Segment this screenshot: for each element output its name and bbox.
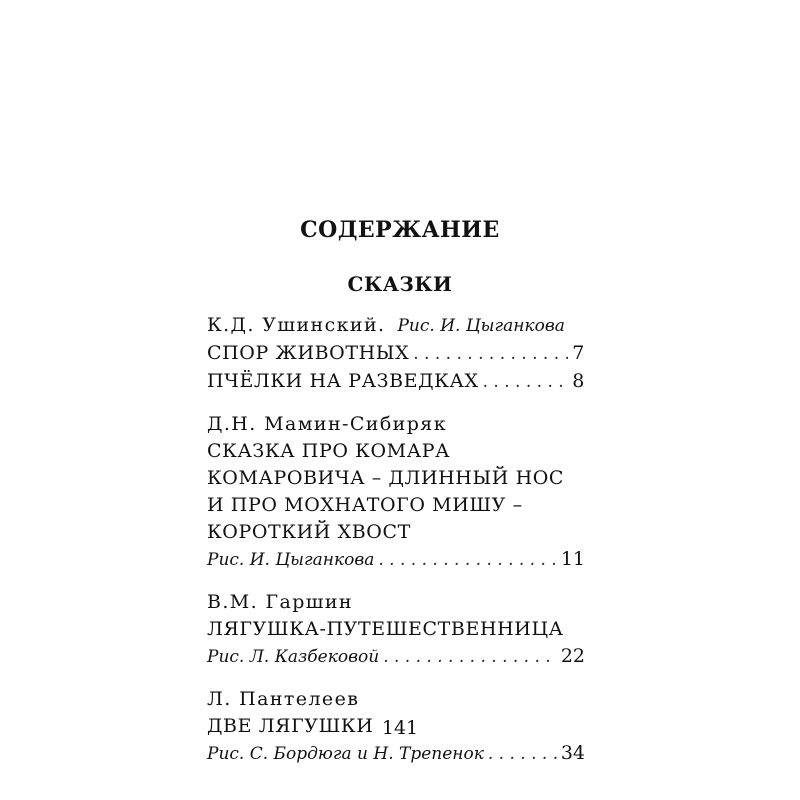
illustrator-row [207, 740, 585, 768]
toc-entry-garshin [207, 588, 585, 671]
author-line [207, 410, 585, 438]
author-name: Л. Пантелеев [207, 688, 360, 710]
toc-item[interactable] [207, 368, 585, 396]
folio-page-number: 141 [381, 717, 419, 739]
dot-leader [383, 644, 557, 671]
toc-entry-ushinsky [207, 311, 585, 396]
page-number: 34 [560, 742, 585, 764]
illustrator-credit: Рис. И. Цыганкова [397, 316, 565, 336]
author-name: В.М. Гаршин [207, 591, 353, 613]
story-title-line[interactable]: КОМАРОВИЧА – ДЛИННЫЙ НОС [207, 467, 565, 489]
story-title-line[interactable]: СКАЗКА ПРО КОМАРА [207, 440, 451, 462]
story-title-line[interactable]: ЛЯГУШКА-ПУТЕШЕСТВЕННИЦА [207, 618, 564, 640]
story-title-line[interactable]: И ПРО МОХНАТОГО МИШУ – [207, 494, 523, 516]
illustrator-credit: Рис. И. Цыганкова [207, 550, 375, 570]
table-of-contents [207, 311, 585, 782]
illustrator-row [207, 643, 585, 671]
dot-leader [378, 547, 556, 574]
dot-leader [413, 341, 568, 368]
section-title: СКАЗКИ [347, 272, 453, 296]
illustrator-credit: Рис. С. Бордюга и Н. Трепенок [207, 744, 484, 764]
illustrator-credit: Рис. Л. Казбековой [207, 647, 380, 667]
story-title-line[interactable]: КОРОТКИЙ ХВОСТ [207, 521, 411, 543]
dot-leader [483, 369, 569, 396]
story-title: ПЧЁЛКИ НА РАЗВЕДКАХ [207, 370, 479, 392]
author-line [207, 685, 585, 713]
illustrator-row [207, 546, 585, 574]
story-title-line[interactable]: ДВЕ ЛЯГУШКИ [207, 715, 374, 737]
toc-item[interactable] [207, 340, 585, 368]
page-title: СОДЕРЖАНИЕ [300, 217, 500, 243]
toc-entry-mamin-sibiryak [207, 410, 585, 574]
story-title: СПОР ЖИВОТНЫХ [207, 342, 410, 364]
page-number: 7 [572, 342, 585, 364]
author-line [207, 311, 585, 340]
author-line [207, 588, 585, 616]
page-number: 22 [560, 645, 585, 667]
dot-leader [488, 741, 557, 768]
author-name: Д.Н. Мамин-Сибиряк [207, 413, 447, 435]
page-number: 11 [560, 548, 585, 570]
page-number: 8 [572, 370, 585, 392]
author-name: К.Д. Ушинский. [207, 314, 386, 336]
